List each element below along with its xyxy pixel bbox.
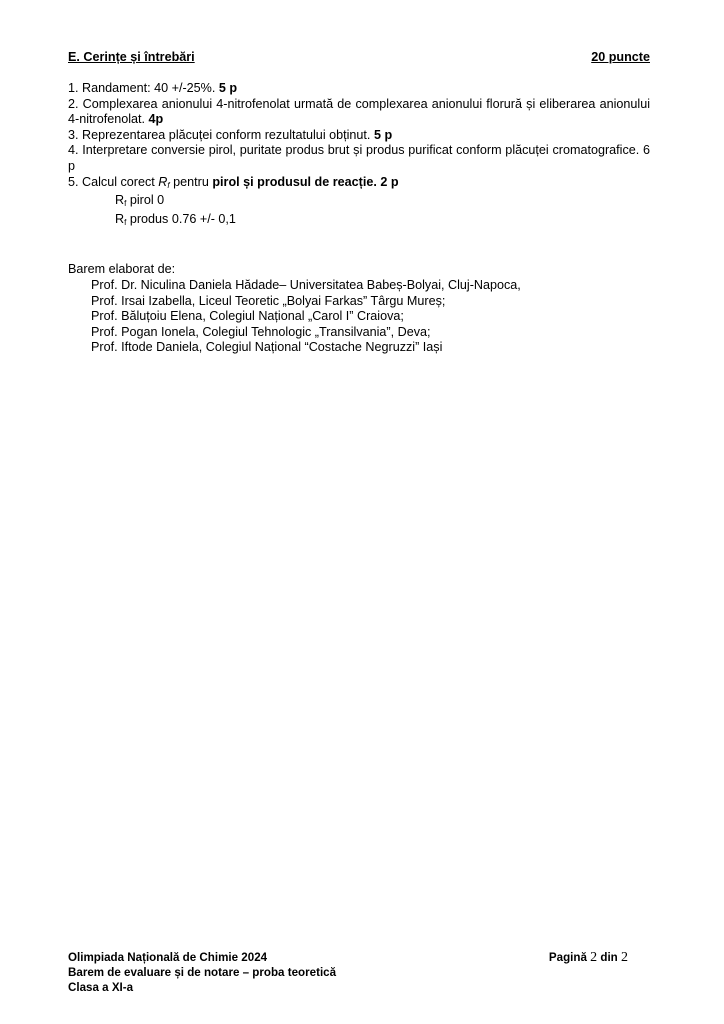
rf-produs-value: produs 0.76 +/- 0,1 bbox=[126, 211, 236, 226]
answer-item-3 bbox=[68, 128, 650, 144]
answer-item-3-text: 3. Reprezentarea plăcuței conform rezultatului obținut. bbox=[68, 127, 371, 142]
answer-item-5-prefix: 5. Calcul corect bbox=[68, 174, 159, 189]
answer-item-1-text: 1. Randament: 40 +/-25%. bbox=[68, 81, 216, 95]
page-number bbox=[549, 950, 628, 965]
answer-item-1-points: 5 p bbox=[218, 81, 238, 95]
answer-item-3-points: 5 p bbox=[373, 127, 393, 142]
answer-item-1 bbox=[68, 81, 650, 97]
footer-olympiad: Olimpiada Națională de Chimie 2024 bbox=[68, 951, 268, 964]
author-item: Prof. Băluțoiu Elena, Colegiul Național „Carol I” Craiova; bbox=[91, 309, 404, 324]
page-current: 2 bbox=[590, 950, 598, 965]
author-item: Prof. Dr. Niculina Daniela Hădade– Universitatea Babeș-Bolyai, Cluj-Napoca, bbox=[91, 277, 521, 292]
rf-pirol-value: pirol 0 bbox=[126, 193, 165, 208]
rf-symbol-letter: R bbox=[158, 174, 168, 189]
page-label: Pagină bbox=[548, 951, 587, 964]
author-item: Prof. Pogan Ionela, Colegiul Tehnologic „Transilvania”, Deva; bbox=[91, 324, 431, 339]
rf-pirol-symbol: R bbox=[115, 193, 125, 208]
answer-item-5 bbox=[68, 175, 650, 194]
rf-produs-symbol: R bbox=[115, 211, 125, 226]
answer-item-5-bold: pirol și produsul de reacție bbox=[212, 174, 374, 189]
authors-heading: Barem elaborat de: bbox=[68, 262, 176, 277]
page-total: 2 bbox=[621, 950, 628, 965]
answer-item-2-points: 4p bbox=[148, 112, 164, 127]
answer-item-5-points: . 2 p bbox=[373, 174, 399, 189]
rf-produs-line bbox=[68, 212, 650, 231]
answer-item-2 bbox=[68, 97, 650, 128]
rf-symbol-subscript: f bbox=[167, 180, 170, 190]
answer-item-5-middle: pentru bbox=[169, 174, 213, 189]
author-item: Prof. Iftode Daniela, Colegiul Național “Costache Negruzzi” Iași bbox=[91, 340, 443, 355]
page-footer bbox=[68, 950, 628, 995]
answer-item-2-text: 2. Complexarea anionului 4-nitrofenolat urmată de complexarea anionului florură și eliberarea anionului 4-nitrofenolat. bbox=[68, 96, 650, 127]
document-content bbox=[68, 50, 650, 356]
rf-produs-subscript: f bbox=[124, 217, 127, 227]
answer-item-4 bbox=[68, 143, 650, 174]
authors-block bbox=[68, 262, 650, 356]
rf-symbol bbox=[158, 175, 169, 189]
rf-pirol-subscript: f bbox=[124, 199, 127, 209]
section-title: E. Cerințe și întrebări bbox=[68, 50, 195, 64]
section-points: 20 puncte bbox=[591, 50, 650, 64]
answer-item-4-text: 4. Interpretare conversie pirol, puritate produs brut și produs purificat conform plăcuței cromatografice. 6 p bbox=[68, 143, 650, 173]
footer-class: Clasa a XI-a bbox=[68, 981, 134, 994]
footer-barem: Barem de evaluare și de notare – proba teoretică bbox=[68, 966, 337, 979]
author-item: Prof. Irsai Izabella, Liceul Teoretic „Bolyai Farkas” Târgu Mureș; bbox=[91, 293, 446, 308]
rf-pirol-line bbox=[68, 193, 650, 212]
section-header bbox=[68, 50, 650, 65]
page-of: din bbox=[600, 951, 618, 964]
footer-row-1 bbox=[68, 950, 628, 965]
